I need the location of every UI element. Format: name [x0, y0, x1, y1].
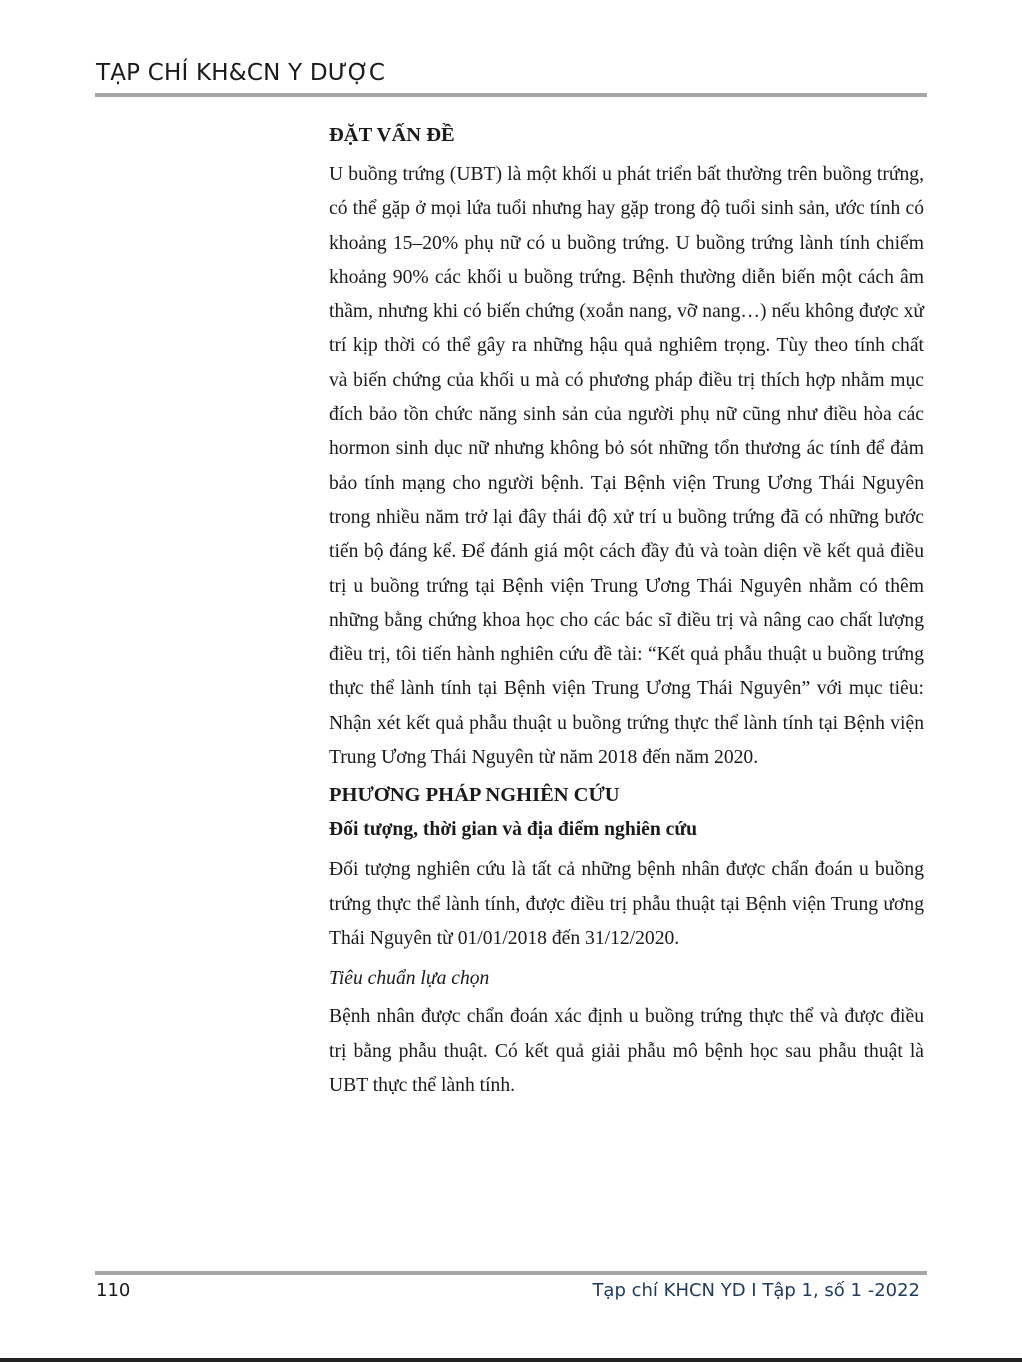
page-number: 110 — [96, 1280, 131, 1301]
subsection-heading-subjects: Đối tượng, thời gian và địa điểm nghiên cứu — [329, 819, 698, 841]
introduction-paragraph: U buồng trứng (UBT) là một khối u phát triển bất thường trên buồng trứng, có thể gặp ở mọi lứa tuổi nhưng hay gặp trong độ tuổi sinh sản, ước tính có khoảng 15–20% phụ nữ có u buồng trứng. U buồng trứng lành tính chiếm khoảng 90% các khối u buồng trứng. Bệnh thường diễn biến một cách âm thầm, nhưng khi có biến chứng (xoắn nang, vỡ nang…) nếu không được xử trí kịp thời có thể gây ra những hậu quả nghiêm trọng. Tùy theo tính chất và biến chứng của khối u mà có phương pháp điều trị thích hợp nhằm mục đích bảo tồn chức năng sinh sản của người phụ nữ cũng như điều hòa các hormon sinh dục nữ nhưng không bỏ sót những tổn thương ác tính để đảm bảo tính mạng cho người bệnh. Tại Bệnh viện Trung Ương Thái Nguyên trong nhiều năm trở lại đây thái độ xử trí u buồng trứng đã có những bước tiến bộ đáng kể. Để đánh giá một cách đầy đủ và toàn diện về kết quả điều trị u buồng trứng tại Bệnh viện Trung Ương Thái Nguyên nhằm có thêm những bằng chứng khoa học cho các bác sĩ điều trị và nâng cao chất lượng điều trị, tôi tiến hành nghiên cứu đề tài: “Kết quả phẫu thuật u buồng trứng thực thể lành tính tại Bệnh viện Trung Ương Thái Nguyên” với mục tiêu: Nhận xét kết quả phẫu thuật u buồng trứng thực thể lành tính tại Bệnh viện Trung Ương Thái Nguyên từ năm 2018 đến năm 2020. — [329, 164, 924, 769]
footer-divider — [95, 1271, 927, 1275]
header-divider — [95, 93, 927, 97]
section-heading-methods: PHƯƠNG PHÁP NGHIÊN CỨU — [329, 784, 620, 807]
footer-journal-issue: Tạp chí KHCN YD I Tập 1, số 1 -2022 — [592, 1280, 920, 1301]
criteria-paragraph: Bệnh nhân được chẩn đoán xác định u buồng trứng thực thể và được điều trị bằng phẫu thuật. Có kết quả giải phẫu mô bệnh học sau phẫu thuật là UBT thực thể lành tính. — [329, 1006, 924, 1096]
journal-header-title: TẠP CHÍ KH&CN Y DƯỢC — [96, 60, 386, 86]
criteria-heading: Tiêu chuẩn lựa chọn — [329, 968, 490, 990]
section-heading-introduction: ĐẶT VẤN ĐỀ — [329, 124, 455, 146]
page-bottom-edge — [0, 1358, 1022, 1362]
subjects-paragraph: Đối tượng nghiên cứu là tất cả những bệnh nhân được chẩn đoán u buồng trứng thực thể lành tính, được điều trị phẫu thuật tại Bệnh viện Trung ương Thái Nguyên từ 01/01/2018 đến 31/12/2020. — [329, 859, 924, 949]
article-body — [329, 120, 924, 1103]
